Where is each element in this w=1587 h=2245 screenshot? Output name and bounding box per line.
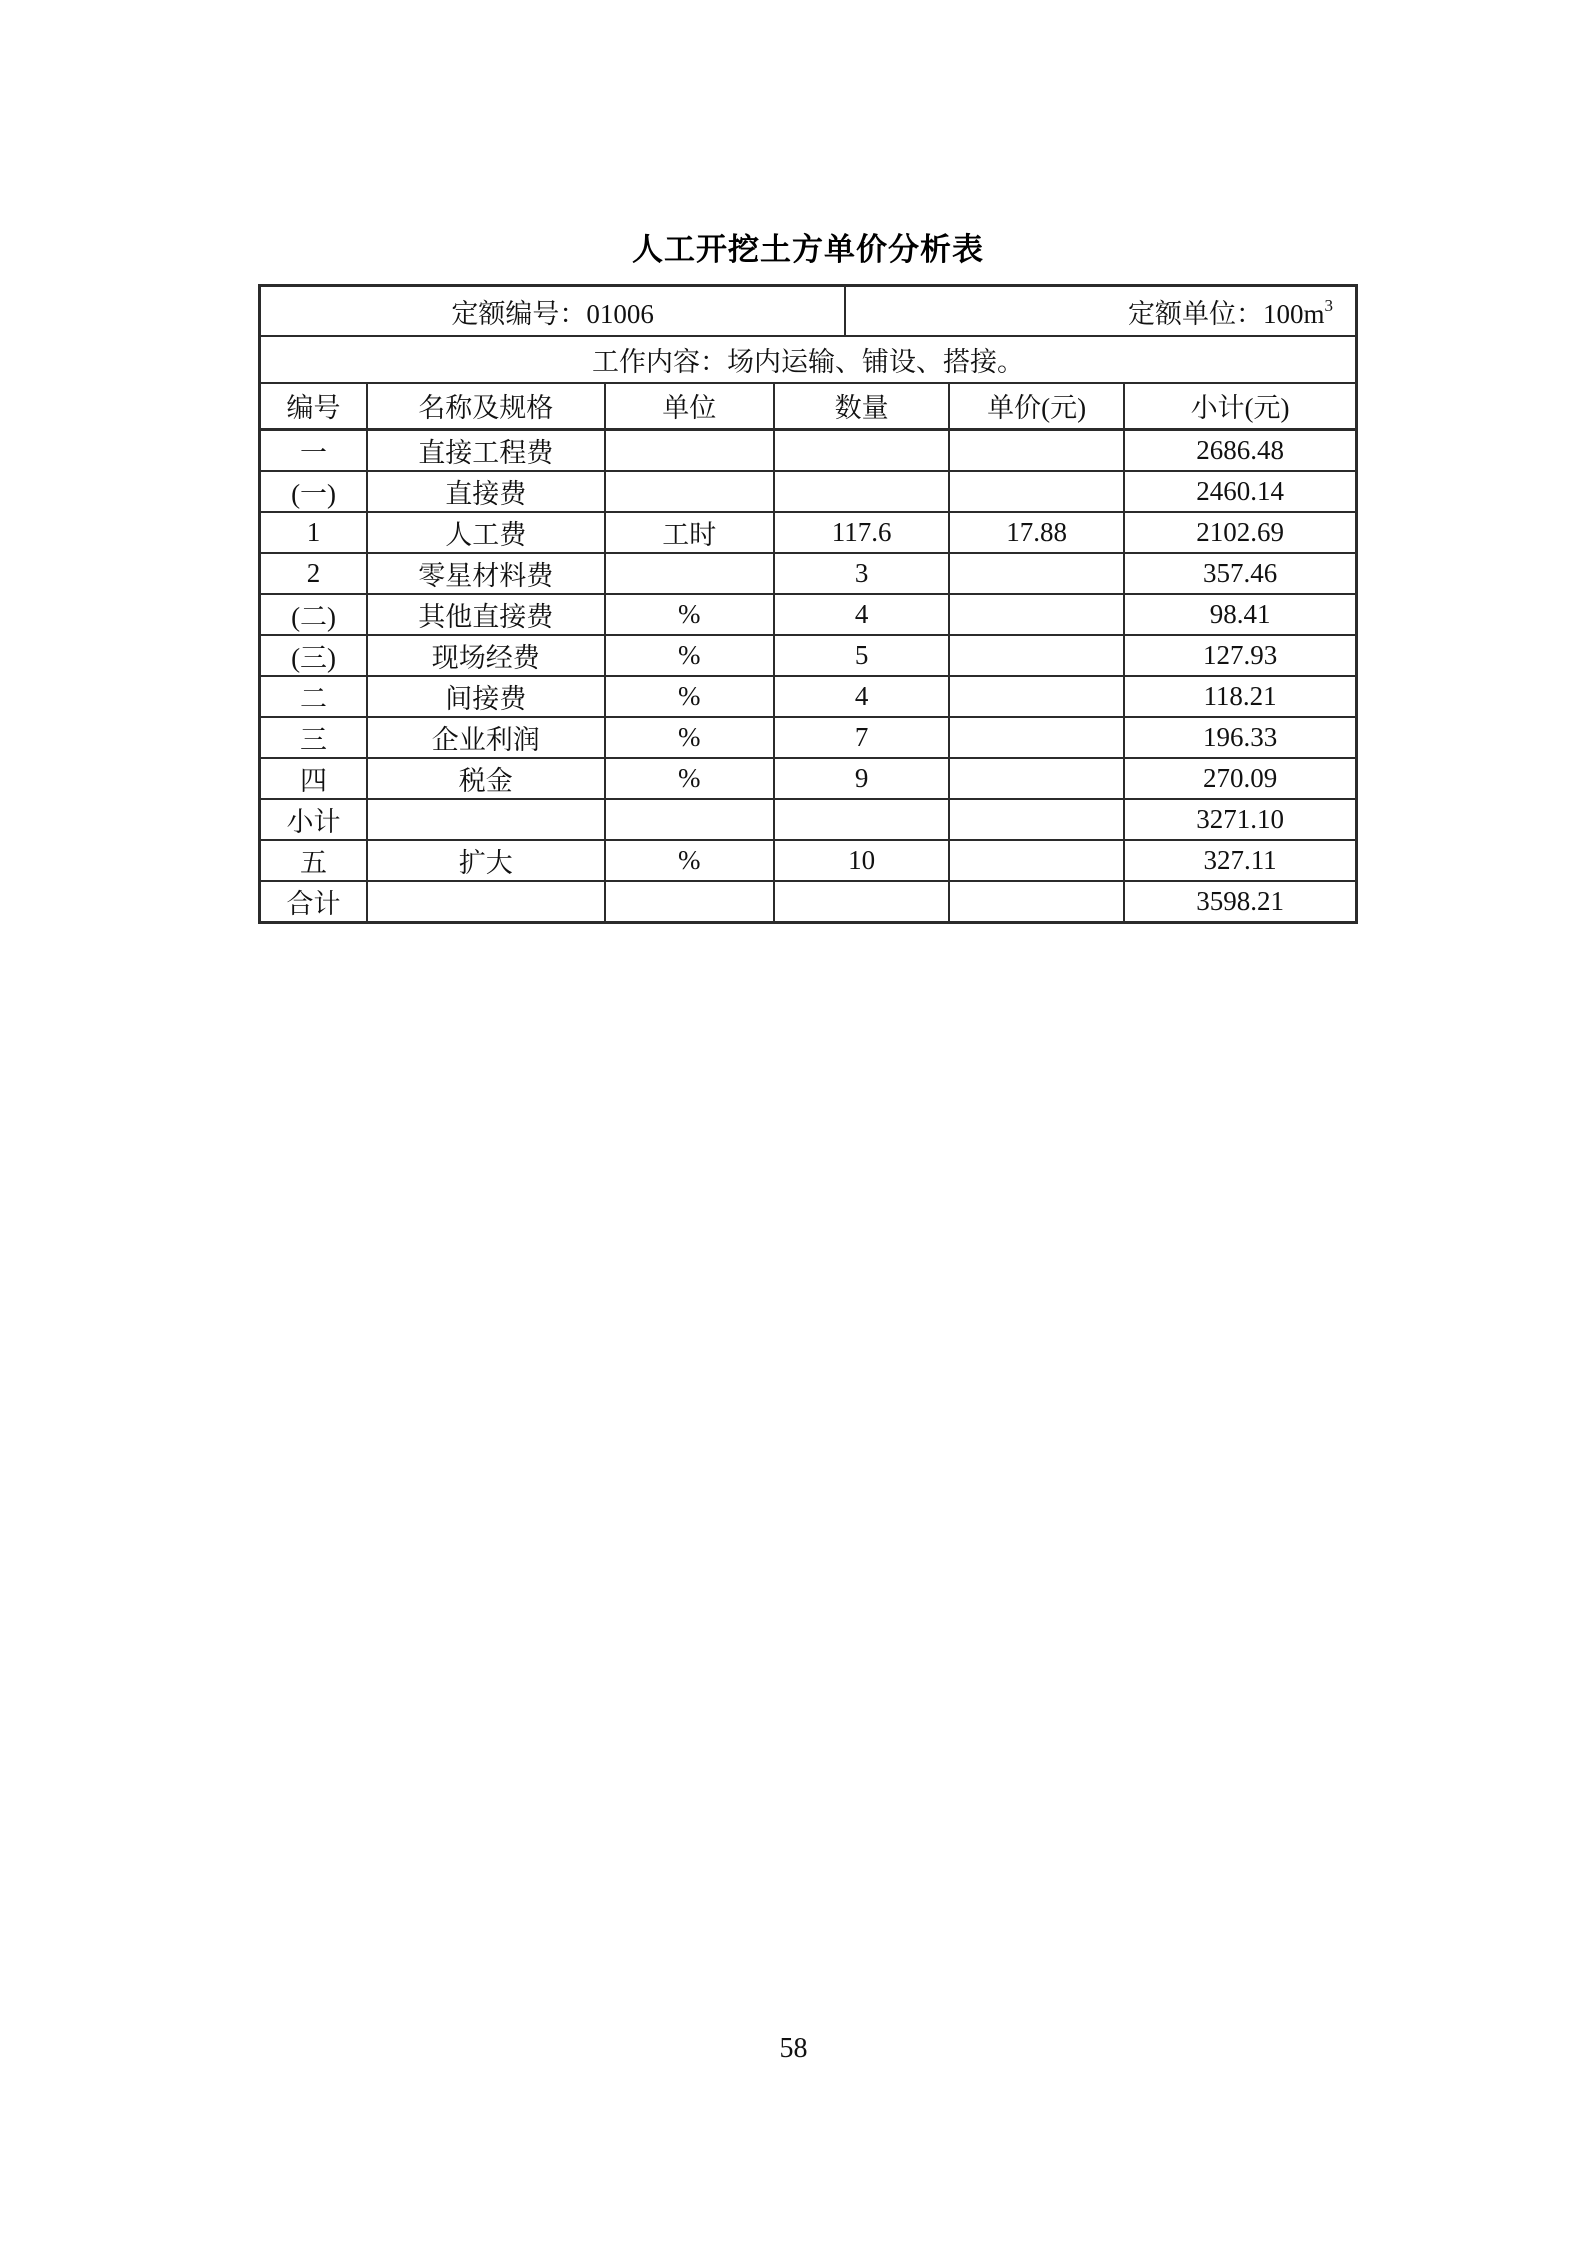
cell-unit: % xyxy=(605,840,775,881)
page-title: 人工开挖土方单价分析表 xyxy=(632,232,984,267)
cell-unit xyxy=(605,429,775,471)
cell-name: 间接费 xyxy=(367,676,604,717)
cell-quantity xyxy=(774,429,949,471)
quota-unit-text: 定额单位：100m xyxy=(1127,298,1325,329)
table-row xyxy=(261,635,1355,676)
cell-name: 直接费 xyxy=(367,471,604,512)
cell-name: 直接工程费 xyxy=(367,429,604,471)
cell-unit-price xyxy=(949,471,1124,512)
cell-number: 五 xyxy=(261,840,367,881)
cell-quantity xyxy=(774,799,949,840)
quota-number-cell xyxy=(261,287,846,335)
cell-unit-price: 17.88 xyxy=(949,512,1124,553)
cell-quantity: 10 xyxy=(774,840,949,881)
cost-table xyxy=(261,384,1355,921)
quota-unit-superscript: 3 xyxy=(1324,295,1333,315)
cell-subtotal: 196.33 xyxy=(1124,717,1355,758)
cell-quantity: 7 xyxy=(774,717,949,758)
column-header-unit: 单位 xyxy=(605,384,775,429)
cell-name: 企业利润 xyxy=(367,717,604,758)
cell-subtotal: 3598.21 xyxy=(1196,885,1284,916)
cell-number: 1 xyxy=(261,512,367,553)
cell-quantity: 5 xyxy=(774,635,949,676)
column-header-unit-price: 单价(元) xyxy=(949,384,1124,429)
cell-name xyxy=(367,881,604,921)
cell-quantity: 4 xyxy=(774,676,949,717)
cell-number: 三 xyxy=(261,717,367,758)
cell-unit: % xyxy=(605,717,775,758)
cell-subtotal: 2686.48 xyxy=(1124,429,1355,471)
quota-number-text: 定额编号：01006 xyxy=(451,298,654,329)
cell-number: 2 xyxy=(261,553,367,594)
cell-quantity: 3 xyxy=(774,553,949,594)
cell-unit: 工时 xyxy=(605,512,775,553)
page-number: 58 xyxy=(779,2033,808,2064)
cell-number: 小计 xyxy=(261,799,367,840)
cell-quantity: 9 xyxy=(774,758,949,799)
cell-unit-price xyxy=(949,676,1124,717)
cell-unit xyxy=(605,799,775,840)
cell-unit-price xyxy=(949,840,1124,881)
table-row xyxy=(261,840,1355,881)
cell-name: 其他直接费 xyxy=(367,594,604,635)
cell-subtotal: 327.11 xyxy=(1124,840,1355,881)
cell-quantity: 117.6 xyxy=(774,512,949,553)
table-row xyxy=(261,717,1355,758)
cell-name: 现场经费 xyxy=(367,635,604,676)
quota-header-row xyxy=(261,287,1355,337)
cell-unit-price xyxy=(949,717,1124,758)
cell-quantity: 4 xyxy=(774,594,949,635)
cell-unit xyxy=(605,553,775,594)
column-header-subtotal: 小计(元) xyxy=(1124,384,1355,429)
cell-number: 合计 xyxy=(261,881,367,921)
cell-unit-price xyxy=(949,635,1124,676)
cell-subtotal: 357.46 xyxy=(1124,553,1355,594)
cell-unit-price xyxy=(949,799,1124,840)
table-row xyxy=(261,471,1355,512)
quota-unit-cell xyxy=(846,287,1355,335)
work-content-row xyxy=(261,337,1355,384)
table-row xyxy=(261,553,1355,594)
column-header-number: 编号 xyxy=(261,384,367,429)
cell-unit: % xyxy=(605,758,775,799)
column-header-quantity: 数量 xyxy=(774,384,949,429)
table-row xyxy=(261,429,1355,471)
cell-quantity xyxy=(774,471,949,512)
cell-unit-price xyxy=(949,881,1124,921)
cell-subtotal: 3271.10 xyxy=(1124,799,1355,840)
cell-subtotal: 270.09 xyxy=(1124,758,1355,799)
cell-subtotal: 127.93 xyxy=(1124,635,1355,676)
cell-name: 零星材料费 xyxy=(367,553,604,594)
table-row xyxy=(261,512,1355,553)
table-row xyxy=(261,676,1355,717)
column-header-row xyxy=(261,384,1355,429)
table-row xyxy=(261,758,1355,799)
cell-name: 扩大 xyxy=(367,840,604,881)
cell-name: 税金 xyxy=(367,758,604,799)
cell-name xyxy=(367,799,604,840)
cell-number: (三) xyxy=(261,635,367,676)
cell-number: 一 xyxy=(261,429,367,471)
table-row xyxy=(261,594,1355,635)
cell-name: 人工费 xyxy=(367,512,604,553)
cell-unit-price xyxy=(949,429,1124,471)
cell-unit: % xyxy=(605,594,775,635)
cell-unit xyxy=(605,471,775,512)
cell-subtotal: 2460.14 xyxy=(1124,471,1355,512)
cell-unit-price xyxy=(949,594,1124,635)
cell-unit xyxy=(605,881,775,921)
unit-price-analysis-table xyxy=(258,284,1358,924)
cell-unit: % xyxy=(605,635,775,676)
cell-unit-price xyxy=(949,553,1124,594)
table-row xyxy=(261,881,1355,921)
cell-subtotal: 2102.69 xyxy=(1124,512,1355,553)
cell-number: (一) xyxy=(261,471,367,512)
cell-subtotal: 98.41 xyxy=(1124,594,1355,635)
cell-unit-price xyxy=(949,758,1124,799)
cell-unit: % xyxy=(605,676,775,717)
cell-quantity xyxy=(774,881,949,921)
column-header-name-spec: 名称及规格 xyxy=(367,384,604,429)
work-content-text: 工作内容：场内运输、铺设、搭接。 xyxy=(592,347,1024,377)
cell-number: 四 xyxy=(261,758,367,799)
table-row xyxy=(261,799,1355,840)
cell-number: 二 xyxy=(261,676,367,717)
cell-subtotal: 118.21 xyxy=(1124,676,1355,717)
cell-number: (二) xyxy=(261,594,367,635)
